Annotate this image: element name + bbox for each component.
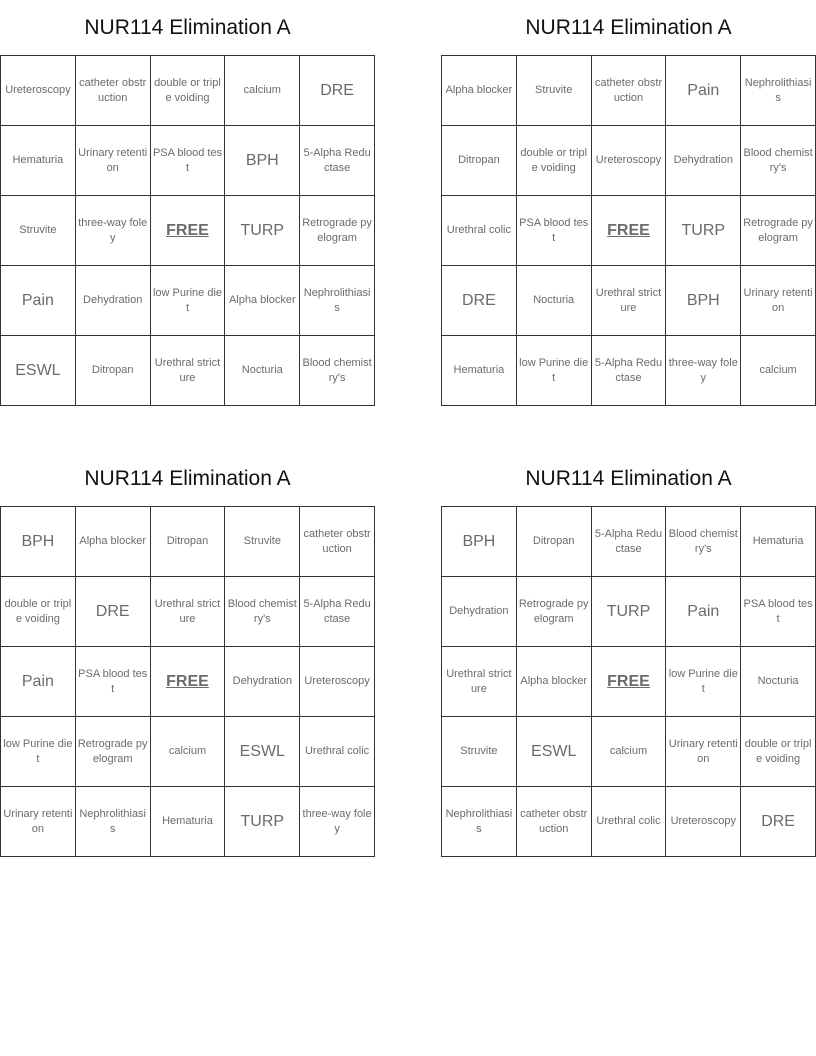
bingo-cell: Nephrolithiasis (76, 787, 151, 857)
bingo-cell: catheter obstruction (592, 56, 667, 126)
bingo-cell: Pain (666, 56, 741, 126)
free-space-cell: FREE (592, 196, 667, 266)
bingo-cell: Blood chemistry's (225, 577, 300, 647)
bingo-grid (0, 506, 375, 857)
bingo-cell: Urethral colic (300, 717, 375, 787)
bingo-cell: ESWL (225, 717, 300, 787)
bingo-cell: Retrograde pyelogram (76, 717, 151, 787)
bingo-cell: catheter obstruction (300, 507, 375, 577)
bingo-cell: DRE (300, 56, 375, 126)
bingo-cell: 5-Alpha Reductase (592, 336, 667, 406)
bingo-cell: PSA blood test (517, 196, 592, 266)
bingo-cell: 5-Alpha Reductase (592, 507, 667, 577)
bingo-cell: Urinary retention (666, 717, 741, 787)
bingo-cell: Nocturia (741, 647, 816, 717)
card-title: NUR114 Elimination A (525, 467, 732, 490)
bingo-cell: Blood chemistry's (666, 507, 741, 577)
bingo-cell: Alpha blocker (76, 507, 151, 577)
bingo-cell: Urinary retention (76, 126, 151, 196)
bingo-cell: low Purine diet (666, 647, 741, 717)
bingo-cell: low Purine diet (151, 266, 226, 336)
bingo-cell: ESWL (517, 717, 592, 787)
bingo-cell: Hematuria (442, 336, 517, 406)
bingo-cell: PSA blood test (741, 577, 816, 647)
bingo-cell: Alpha blocker (225, 266, 300, 336)
bingo-cell: TURP (592, 577, 667, 647)
bingo-cell: Retrograde pyelogram (741, 196, 816, 266)
bingo-cell: Nephrolithiasis (442, 787, 517, 857)
bingo-cell: Alpha blocker (517, 647, 592, 717)
bingo-grid (441, 55, 816, 406)
bingo-cell: TURP (225, 196, 300, 266)
free-space-cell: FREE (151, 196, 226, 266)
bingo-cell: Dehydration (225, 647, 300, 717)
bingo-cell: double or triple voiding (741, 717, 816, 787)
bingo-cell: Pain (666, 577, 741, 647)
bingo-cell: Struvite (225, 507, 300, 577)
bingo-cell: Struvite (1, 196, 76, 266)
bingo-cell: BPH (225, 126, 300, 196)
bingo-cell: double or triple voiding (517, 126, 592, 196)
bingo-cell: Urethral colic (592, 787, 667, 857)
bingo-cell: three-way foley (666, 336, 741, 406)
bingo-cell: BPH (666, 266, 741, 336)
bingo-cell: double or triple voiding (1, 577, 76, 647)
card-title: NUR114 Elimination A (84, 16, 291, 39)
bingo-cell: low Purine diet (1, 717, 76, 787)
bingo-cell: double or triple voiding (151, 56, 226, 126)
bingo-cell: Blood chemistry's (741, 126, 816, 196)
bingo-cell: Dehydration (666, 126, 741, 196)
bingo-cell: Nocturia (225, 336, 300, 406)
bingo-cell: 5-Alpha Reductase (300, 577, 375, 647)
bingo-cell: Urethral stricture (151, 577, 226, 647)
bingo-cell: calcium (741, 336, 816, 406)
bingo-cell: BPH (442, 507, 517, 577)
bingo-cell: DRE (76, 577, 151, 647)
bingo-card-4 (441, 451, 816, 857)
bingo-cell: Nocturia (517, 266, 592, 336)
bingo-cell: three-way foley (76, 196, 151, 266)
bingo-cell: TURP (225, 787, 300, 857)
bingo-cell: catheter obstruction (76, 56, 151, 126)
bingo-cell: Ditropan (151, 507, 226, 577)
bingo-cell: Urethral stricture (592, 266, 667, 336)
card-title: NUR114 Elimination A (84, 467, 291, 490)
bingo-card-1 (0, 0, 375, 406)
bingo-cell: calcium (225, 56, 300, 126)
bingo-cell: Urinary retention (741, 266, 816, 336)
bingo-grid (441, 506, 816, 857)
bingo-grid (0, 55, 375, 406)
bingo-cell: Alpha blocker (442, 56, 517, 126)
bingo-cell: Urethral stricture (442, 647, 517, 717)
bingo-cell: ESWL (1, 336, 76, 406)
bingo-cell: Pain (1, 266, 76, 336)
bingo-cell: Nephrolithiasis (300, 266, 375, 336)
bingo-cell: Ureteroscopy (1, 56, 76, 126)
bingo-cell: TURP (666, 196, 741, 266)
card-title: NUR114 Elimination A (525, 16, 732, 39)
bingo-cell: Struvite (442, 717, 517, 787)
bingo-cell: Dehydration (76, 266, 151, 336)
bingo-cell: Ditropan (76, 336, 151, 406)
bingo-cell: Blood chemistry's (300, 336, 375, 406)
bingo-cell: Ureteroscopy (666, 787, 741, 857)
bingo-cell: Dehydration (442, 577, 517, 647)
bingo-cell: Hematuria (1, 126, 76, 196)
bingo-cell: Ditropan (517, 507, 592, 577)
bingo-cell: Pain (1, 647, 76, 717)
bingo-cell: catheter obstruction (517, 787, 592, 857)
free-space-cell: FREE (151, 647, 226, 717)
bingo-cell: DRE (442, 266, 517, 336)
bingo-cell: Hematuria (151, 787, 226, 857)
bingo-cell: Urinary retention (1, 787, 76, 857)
bingo-cell: PSA blood test (151, 126, 226, 196)
bingo-cell: Retrograde pyelogram (517, 577, 592, 647)
bingo-cell: calcium (592, 717, 667, 787)
bingo-cell: three-way foley (300, 787, 375, 857)
bingo-cell: DRE (741, 787, 816, 857)
bingo-cell: Ureteroscopy (592, 126, 667, 196)
bingo-cell: Urethral stricture (151, 336, 226, 406)
bingo-cell: Hematuria (741, 507, 816, 577)
bingo-cell: calcium (151, 717, 226, 787)
bingo-cell: Ditropan (442, 126, 517, 196)
bingo-cell: Ureteroscopy (300, 647, 375, 717)
bingo-cell: low Purine diet (517, 336, 592, 406)
bingo-cell: Struvite (517, 56, 592, 126)
bingo-card-3 (0, 451, 375, 857)
bingo-cell: Retrograde pyelogram (300, 196, 375, 266)
bingo-card-2 (441, 0, 816, 406)
bingo-cell: 5-Alpha Reductase (300, 126, 375, 196)
free-space-cell: FREE (592, 647, 667, 717)
bingo-cell: BPH (1, 507, 76, 577)
bingo-cell: PSA blood test (76, 647, 151, 717)
bingo-cell: Urethral colic (442, 196, 517, 266)
bingo-cell: Nephrolithiasis (741, 56, 816, 126)
